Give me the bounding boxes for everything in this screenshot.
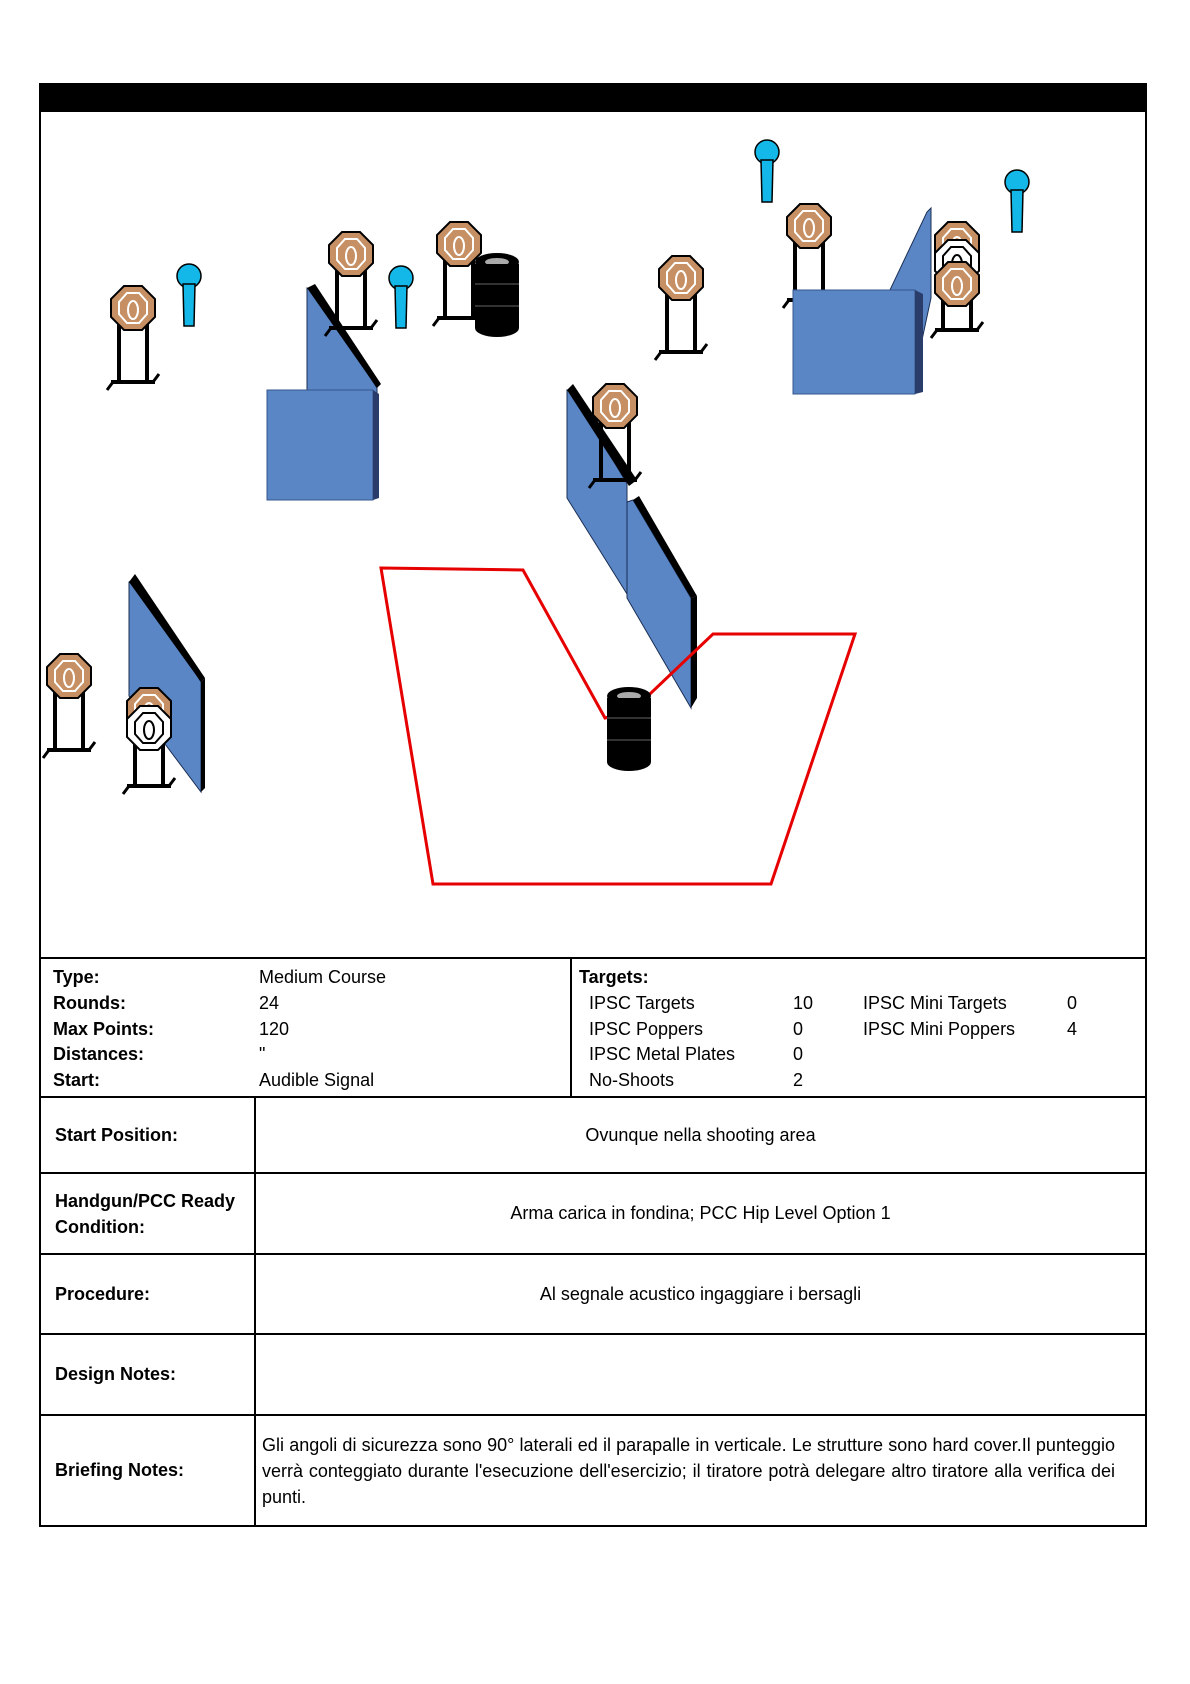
targets-label: Targets:	[579, 967, 649, 987]
targets-poppers-label: IPSC Poppers	[589, 1019, 704, 1039]
start-value: Audible Signal	[259, 1070, 375, 1090]
no-shoot-icon	[127, 706, 171, 750]
ipsc-target-icon	[935, 262, 979, 306]
mini-popper-icon	[177, 264, 201, 326]
start-position-label: Start Position:	[41, 1098, 256, 1172]
barrel-icon	[607, 687, 651, 771]
procedure-value: Al segnale acustico ingaggiare i bersagli	[539, 1283, 862, 1304]
targets-metal-plates-label: IPSC Metal Plates	[589, 1044, 736, 1064]
design-notes-label: Design Notes:	[41, 1335, 256, 1414]
wall-icon	[627, 496, 697, 708]
targets-metal-plates-value: 0	[793, 1044, 804, 1064]
procedure-label: Procedure:	[41, 1255, 256, 1333]
max-points-label: Max Points:	[53, 1019, 155, 1039]
type-value: Medium Course	[259, 967, 387, 987]
start-position-row	[39, 1098, 1147, 1174]
stage-title-bar	[39, 83, 1147, 112]
design-notes-row	[39, 1335, 1147, 1416]
distances-label: Distances:	[53, 1044, 145, 1064]
start-label: Start:	[53, 1070, 101, 1090]
targets-mini-targets-label: IPSC Mini Targets	[863, 993, 1007, 1013]
briefing-notes-label: Briefing Notes:	[41, 1416, 256, 1525]
procedure-row	[39, 1255, 1147, 1335]
stage-details	[39, 1098, 1147, 1527]
stage-info-panel	[39, 957, 1147, 1098]
ipsc-target-icon	[655, 256, 707, 360]
stage-sheet	[39, 83, 1147, 1521]
max-points-value: 120	[259, 1019, 290, 1039]
rounds-label: Rounds:	[53, 993, 126, 1013]
mini-popper-icon	[389, 266, 413, 328]
targets-poppers-value: 0	[793, 1019, 804, 1039]
targets-mini-targets-value: 0	[1067, 993, 1078, 1013]
targets-mini-poppers-value: 4	[1067, 1019, 1078, 1039]
targets-mini-poppers-label: IPSC Mini Poppers	[863, 1019, 1016, 1039]
info-divider	[570, 959, 572, 1098]
ipsc-target-icon	[43, 654, 95, 758]
briefing-notes-value: Gli angoli di sicurezza sono 90° laterali ed il parapalle in verticale. Le strutture sono hard cover.Il punteggio verrà conteggiato durante l'esecuzione dell'esercizio; il tiratore potrà delegare altro tiratore alla verifica dei punti.	[262, 1434, 1115, 1507]
rounds-value: 24	[259, 993, 280, 1013]
start-position-value: Ovunque nella shooting area	[585, 1124, 816, 1145]
ready-condition-value: Arma carica in fondina; PCC Hip Level Option 1	[510, 1203, 891, 1223]
mini-popper-icon	[755, 140, 779, 202]
targets-no-shoots-value: 2	[793, 1070, 804, 1090]
design-notes-value	[256, 1335, 1145, 1414]
ready-condition-label	[41, 1174, 256, 1253]
wall-icon	[129, 574, 205, 792]
targets-no-shoots-label: No-Shoots	[589, 1070, 675, 1090]
barrel-icon	[475, 253, 519, 337]
targets-ipsc-label: IPSC Targets	[589, 993, 695, 1013]
ready-condition-row	[39, 1174, 1147, 1255]
distances-value: "	[259, 1044, 266, 1064]
stage-diagram	[39, 112, 1147, 957]
ready-condition-label-line1: Handgun/PCC Ready	[55, 1190, 236, 1211]
mini-popper-icon	[1005, 170, 1029, 232]
ready-condition-label-line2: Condition:	[55, 1216, 145, 1237]
type-label: Type:	[53, 967, 100, 987]
briefing-notes-row	[39, 1416, 1147, 1527]
targets-ipsc-value: 10	[793, 993, 814, 1013]
ipsc-target-icon	[107, 286, 159, 390]
